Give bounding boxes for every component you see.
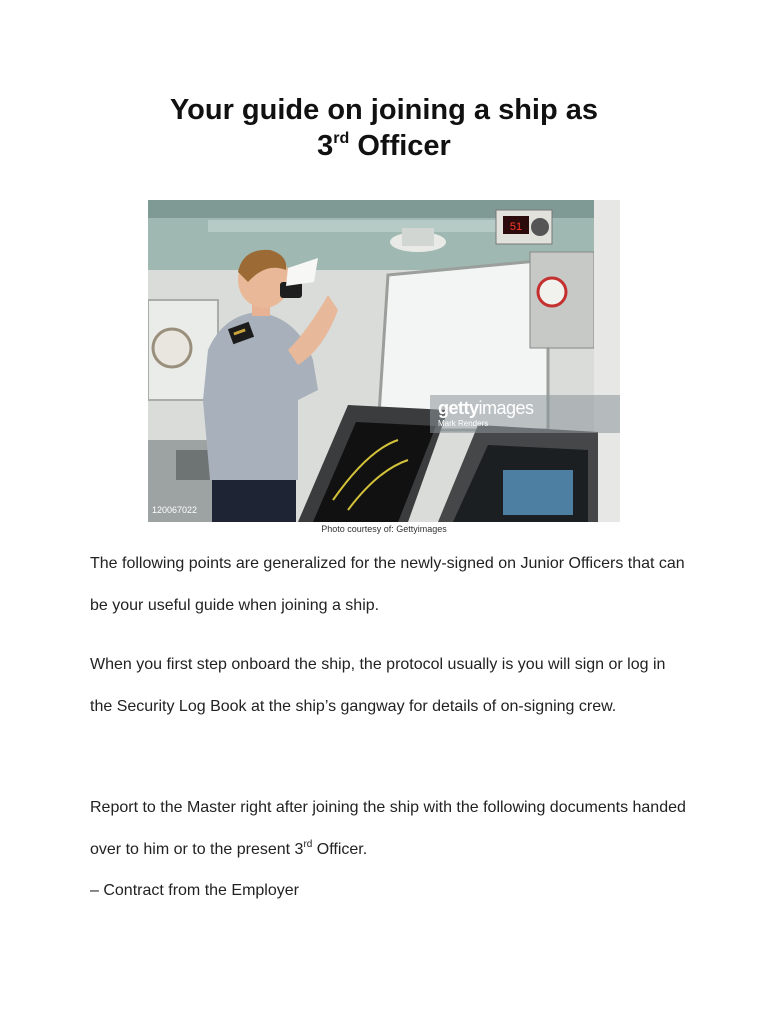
- document-title: [0, 92, 768, 164]
- paragraph-report-master: Report to the Master right after joining the ship with the following documents handed over to him or to the present 3rd Officer.: [90, 799, 686, 858]
- paragraph-intro: The following points are generalized for the newly-signed on Junior Officers that can be your useful guide when joining a ship.: [90, 555, 685, 614]
- title-line-1: Your guide on joining a ship as: [169, 94, 599, 126]
- photo-illustration: [148, 200, 620, 522]
- watermark-logo: gettyimages: [438, 398, 534, 418]
- list-item-contract: – Contract from the Employer: [90, 882, 299, 899]
- watermark-credit: Mark Renders: [438, 419, 489, 428]
- getty-watermark: [430, 395, 620, 433]
- title-line-2: 3rd Officer: [317, 130, 451, 162]
- photo-id: 120067022: [152, 505, 198, 515]
- photo-caption: Photo courtesy of: Gettyimages: [321, 524, 447, 534]
- paragraph-security-log: When you first step onboard the ship, the protocol usually is you will sign or log in the Security Log Book at the ship’s gangway for details of on-signing crew.: [90, 656, 666, 715]
- ship-bridge-photo: [148, 200, 620, 522]
- display-readout: 51: [509, 221, 523, 233]
